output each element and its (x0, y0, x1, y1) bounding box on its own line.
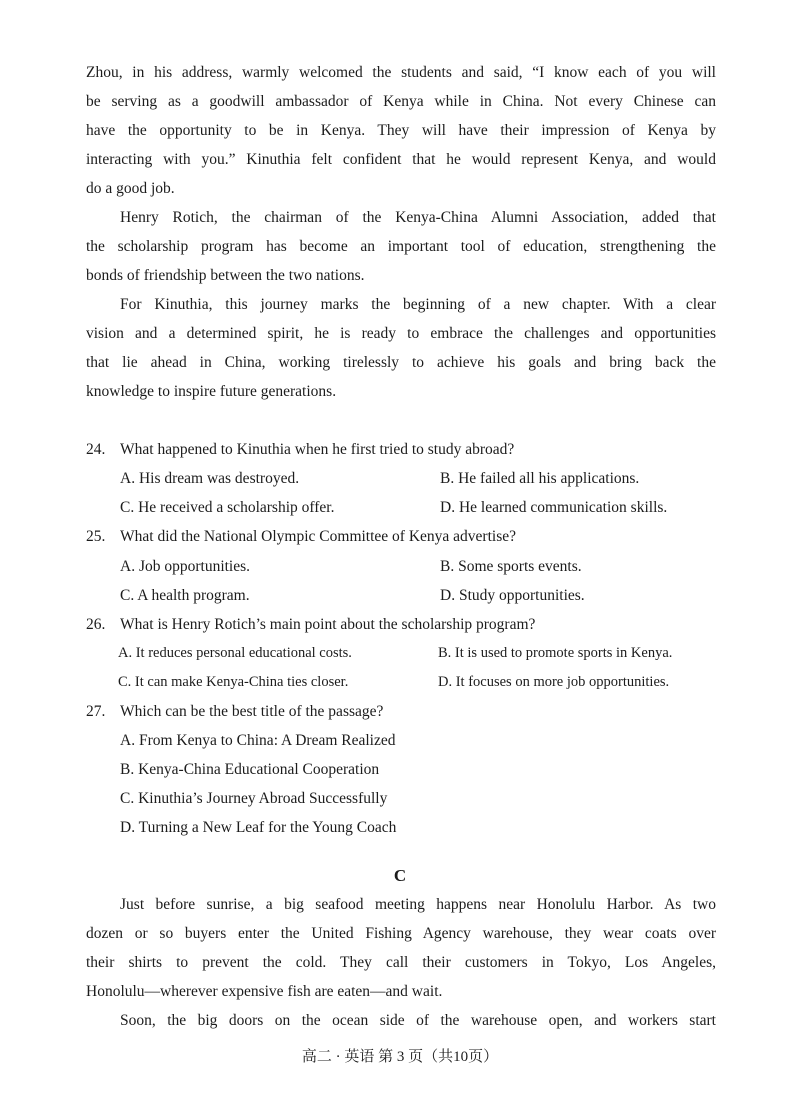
question-text: What is Henry Rotich’s main point about the scholarship program? (120, 616, 536, 633)
option-24-a[interactable]: A. His dream was destroyed. (120, 470, 300, 487)
option-27-c[interactable]: C. Kinuthia’s Journey Abroad Successfully (120, 790, 388, 807)
option-26-d[interactable]: D. It focuses on more job opportunities. (438, 674, 670, 690)
option-25-b[interactable]: B. Some sports events. (440, 558, 582, 575)
option-24-c[interactable]: C. He received a scholarship offer. (120, 499, 335, 516)
passage-line: have the opportunity to be in Kenya. They will have their impression of Kenya by (86, 122, 716, 139)
passage-line: dozen or so buyers enter the United Fishing Agency warehouse, they wear coats over (86, 925, 716, 942)
question-number: 26. (86, 616, 106, 633)
question-24 (86, 441, 514, 459)
passage-line: Henry Rotich, the chairman of the Kenya-China Alumni Association, added that (120, 209, 716, 226)
option-24-b[interactable]: B. He failed all his applications. (440, 470, 640, 487)
question-number: 27. (86, 703, 106, 720)
question-27 (86, 703, 383, 721)
passage-line: do a good job. (86, 180, 175, 197)
question-text: Which can be the best title of the passage? (120, 703, 384, 720)
passage-line: Just before sunrise, a big seafood meeting happens near Honolulu Harbor. As two (120, 896, 716, 913)
passage-line: that lie ahead in China, working tirelessly to achieve his goals and bring back the (86, 354, 716, 371)
option-26-a[interactable]: A. It reduces personal educational costs. (118, 645, 352, 661)
passage-line: bonds of friendship between the two nations. (86, 267, 365, 284)
section-heading: C (393, 866, 407, 885)
question-number: 25. (86, 528, 106, 545)
passage-line: For Kinuthia, this journey marks the beginning of a new chapter. With a clear (120, 296, 716, 313)
option-27-b[interactable]: B. Kenya-China Educational Cooperation (120, 761, 380, 778)
passage-line: interacting with you.” Kinuthia felt confident that he would represent Kenya, and would (86, 151, 716, 168)
question-26 (86, 616, 535, 634)
option-25-a[interactable]: A. Job opportunities. (120, 558, 251, 575)
option-26-b[interactable]: B. It is used to promote sports in Kenya. (438, 645, 673, 661)
option-26-c[interactable]: C. It can make Kenya-China ties closer. (118, 674, 349, 690)
passage-line: the scholarship program has become an important tool of education, strengthening the (86, 238, 716, 255)
passage-line: knowledge to inspire future generations. (86, 383, 337, 400)
passage-line: their shirts to prevent the cold. They call their customers in Tokyo, Los Angeles, (86, 954, 716, 971)
option-24-d[interactable]: D. He learned communication skills. (440, 499, 668, 516)
passage-line: Zhou, in his address, warmly welcomed the students and said, “I know each of you will (86, 64, 716, 81)
option-25-d[interactable]: D. Study opportunities. (440, 587, 585, 604)
question-text: What did the National Olympic Committee of Kenya advertise? (120, 528, 516, 545)
passage-line: be serving as a goodwill ambassador of Kenya while in China. Not every Chinese can (86, 93, 716, 110)
question-25 (86, 528, 516, 546)
passage-line: Honolulu—wherever expensive fish are eaten—and wait. (86, 983, 443, 1000)
question-text: What happened to Kinuthia when he first tried to study abroad? (120, 441, 515, 458)
question-number: 24. (86, 441, 106, 458)
option-25-c[interactable]: C. A health program. (120, 587, 250, 604)
passage-line: Soon, the big doors on the ocean side of the warehouse open, and workers start (120, 1012, 716, 1029)
page-footer: 高二 · 英语 第 3 页（共10页） (301, 1049, 499, 1065)
option-27-d[interactable]: D. Turning a New Leaf for the Young Coach (120, 819, 397, 836)
option-27-a[interactable]: A. From Kenya to China: A Dream Realized (120, 732, 396, 749)
passage-line: vision and a determined spirit, he is ready to embrace the challenges and opportunities (86, 325, 716, 342)
